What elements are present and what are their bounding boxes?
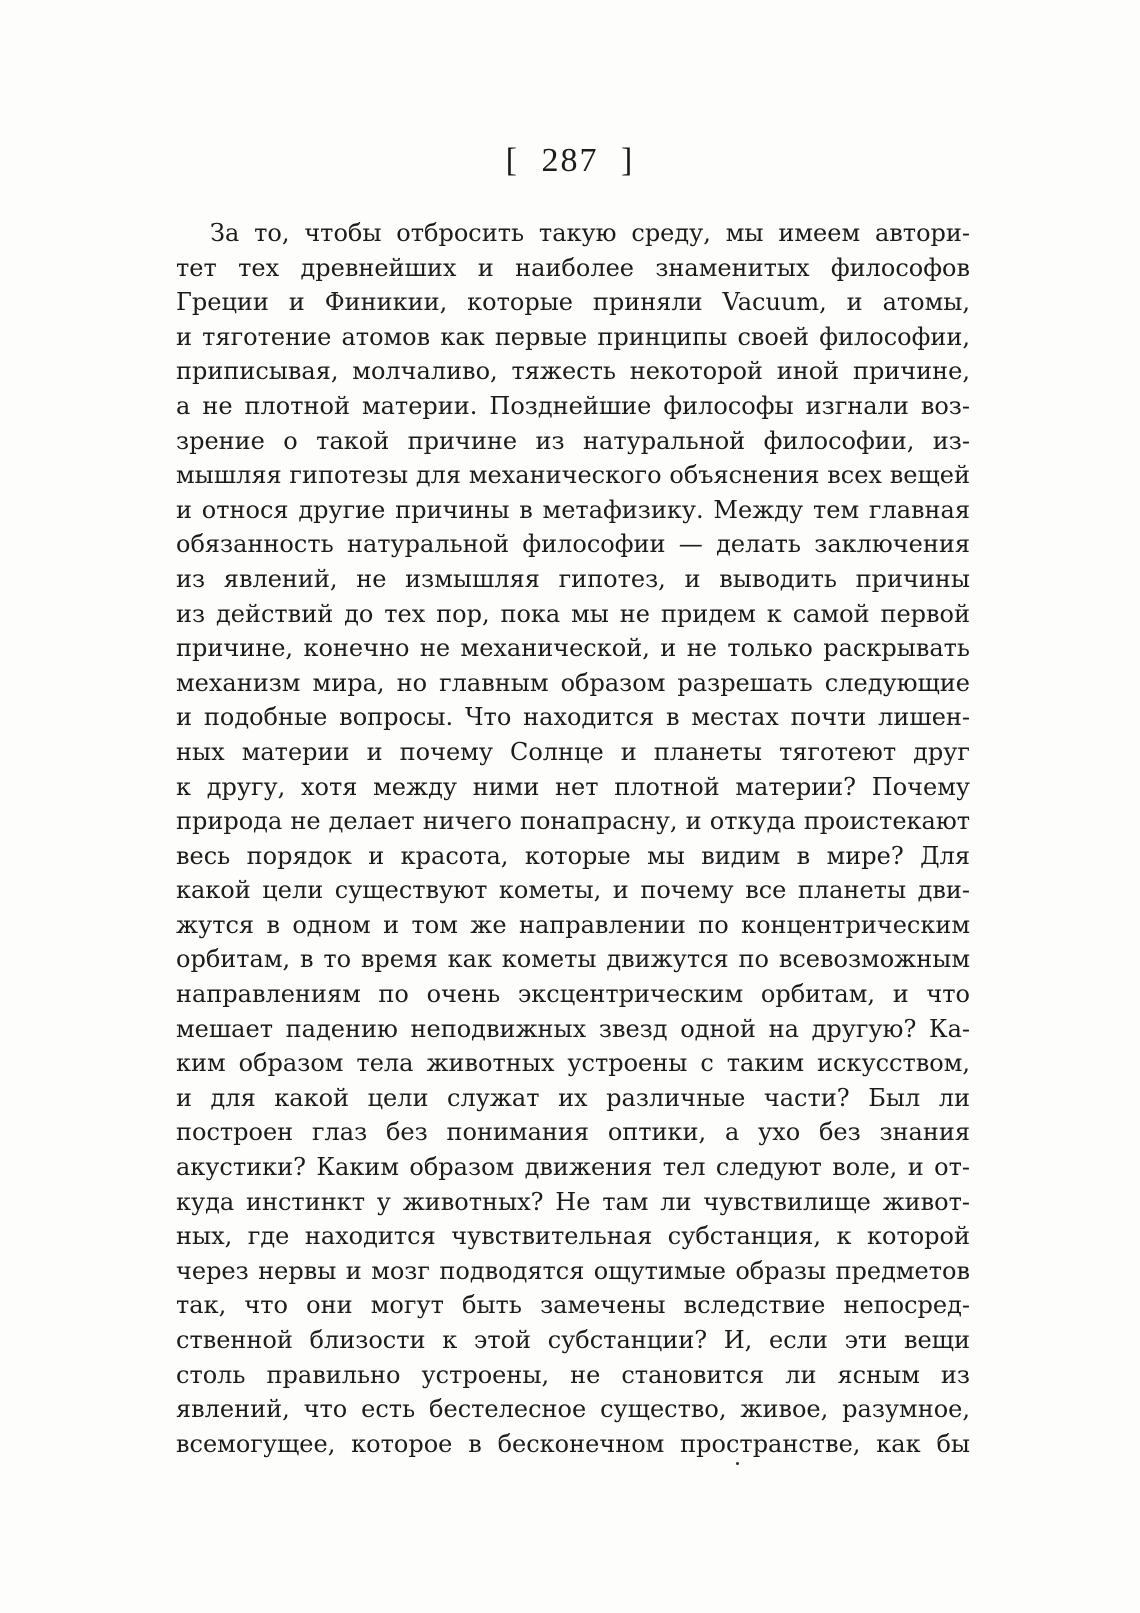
text-line: ных, где находится чувствительная субстанция, к которой	[176, 1222, 970, 1251]
text-line: направлениям по очень эксцентрическим орбитам, и что	[176, 980, 970, 1009]
text-line: зрение о такой причине из натуральной философии, из-	[176, 426, 970, 455]
text-line: причине, конечно не механической, и не только раскрывать	[176, 634, 970, 663]
print-speck	[736, 1462, 739, 1465]
page-number-close-bracket: ]	[621, 142, 635, 179]
text-line: всемогущее, которое в бесконечном пространстве, как бы	[176, 1429, 970, 1458]
text-line: и тяготение атомов как первые принципы своей философии,	[176, 322, 970, 351]
text-line: обязанность натуральной философии — делать заключения	[176, 530, 970, 559]
text-line: ким образом тела животных устроены с таким искусством,	[176, 1049, 970, 1078]
text-line: ных материи и почему Солнце и планеты тяготеют друг	[176, 737, 970, 766]
text-line: Греции и Финикии, которые приняли Vacuum, и атомы,	[176, 288, 970, 317]
text-line: и подобные вопросы. Что находится в местах почти лишен-	[176, 703, 970, 732]
text-line: так, что они могут быть замечены вследствие непосред-	[176, 1291, 970, 1320]
text-line: ственной близости к этой субстанции? И, если эти вещи	[176, 1326, 970, 1354]
text-line: и для какой цели служат их различные части? Был ли	[176, 1083, 970, 1112]
text-line: жутся в одном и том же направлении по концентрическим	[176, 910, 970, 939]
text-line: природа не делает ничего понапрасну, и откуда проистекают	[176, 807, 970, 836]
page-number-value: 287	[541, 142, 599, 179]
text-line: мышляя гипотезы для механического объяснения всех вещей	[176, 461, 970, 490]
text-line: столь правильно устроены, не становится ли ясным из	[176, 1360, 970, 1389]
text-line: а не плотной материи. Позднейшие философы изгнали воз-	[176, 391, 970, 420]
body-text	[176, 216, 970, 1461]
page-number	[0, 142, 1140, 180]
text-line: механизм мира, но главным образом разрешать следующие	[176, 668, 970, 697]
text-line: мешает падению неподвижных звезд одной на другую? Ка-	[176, 1014, 970, 1043]
text-line: из действий до тех пор, пока мы не придем к самой первой	[176, 599, 970, 628]
text-line: тет тех древнейших и наиболее знаменитых философов	[176, 253, 970, 282]
text-line: приписывая, молчаливо, тяжесть некоторой иной причине,	[176, 357, 970, 386]
text-line: через нервы и мозг подводятся ощутимые образы предметов	[176, 1256, 970, 1285]
page-number-open-bracket: [	[505, 142, 519, 179]
text-line: какой цели существуют кометы, и почему все планеты дви-	[176, 876, 970, 905]
text-line: явлений, что есть бестелесное существо, живое, разумное,	[176, 1395, 970, 1424]
text-line: из явлений, не измышляя гипотез, и выводить причины	[176, 564, 970, 593]
text-line: и относя другие причины в метафизику. Между тем главная	[176, 495, 970, 524]
text-line: За то, чтобы отбросить такую среду, мы имеем автори-	[210, 219, 970, 247]
text-line: весь порядок и красота, которые мы видим в мире? Для	[176, 841, 970, 870]
text-line: построен глаз без понимания оптики, а ухо без знания	[176, 1118, 970, 1147]
text-line: к другу, хотя между ними нет плотной материи? Почему	[176, 772, 970, 801]
text-line: орбитам, в то время как кометы движутся по всевозможным	[176, 945, 970, 974]
text-line: куда инстинкт у животных? Не там ли чувствилище живот-	[176, 1187, 970, 1216]
text-line: акустики? Каким образом движения тел следуют воле, и от-	[176, 1153, 970, 1182]
